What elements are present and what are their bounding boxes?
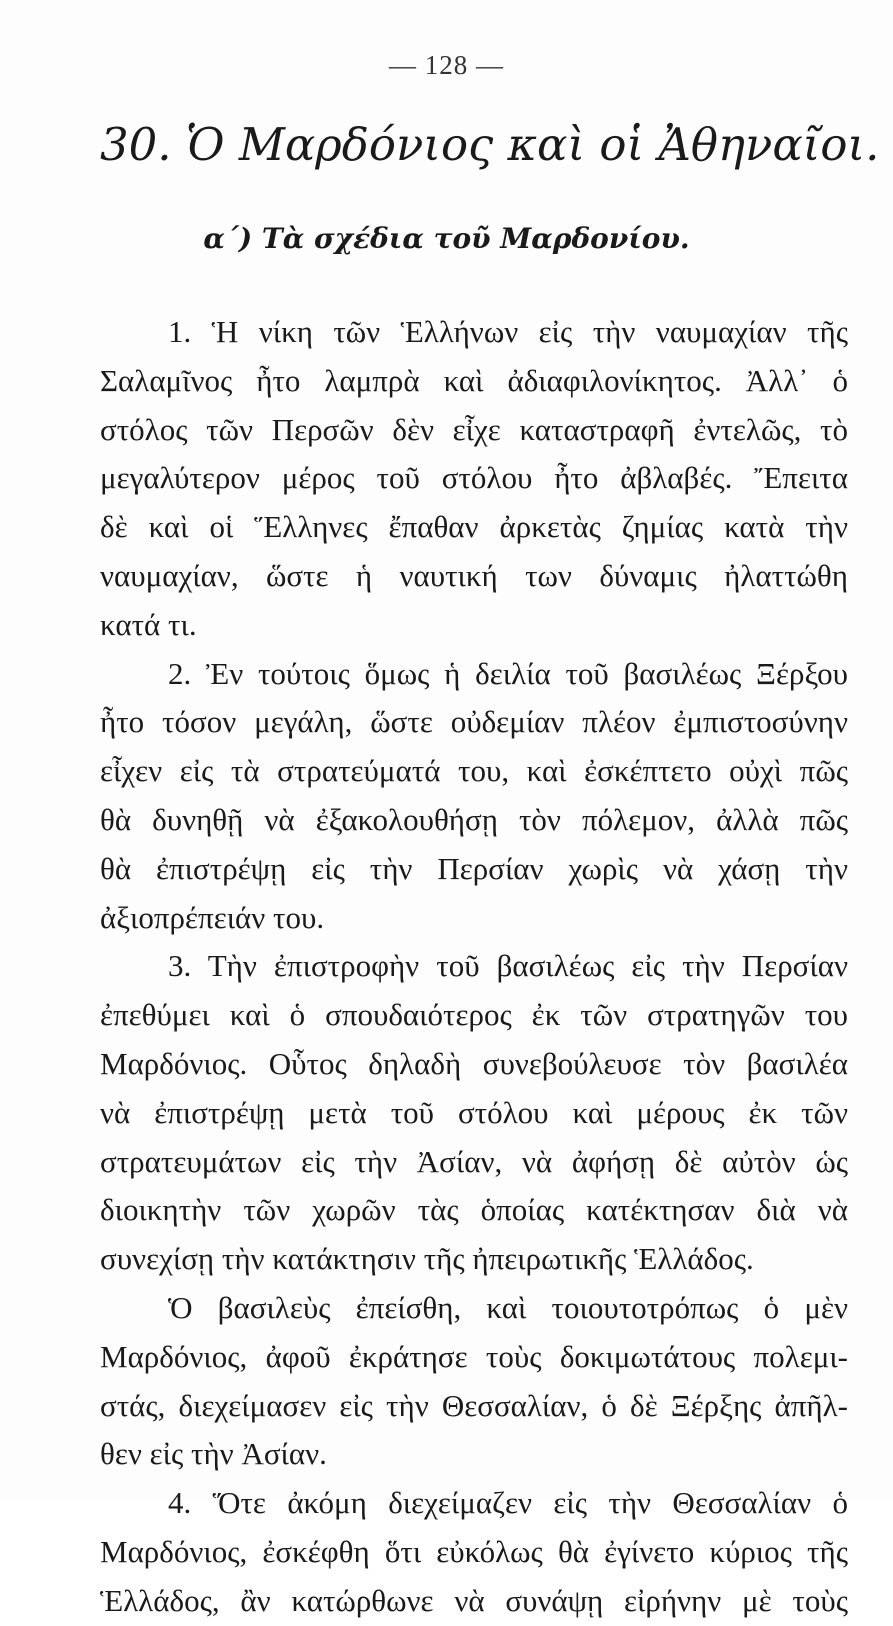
text-line: νὰ ἐπιστρέψῃ μετὰ τοῦ στόλου καὶ μέρους ἐκ τῶν xyxy=(100,1094,848,1130)
text-line: εἶχεν εἰς τὰ στρατεύματά του, καὶ ἐσκέπτετο οὐχὶ πῶς xyxy=(100,753,848,789)
text-line: στόλος τῶν Περσῶν δὲν εἶχε καταστραφῆ ἐντελῶς, τὸ xyxy=(100,411,848,447)
text-line: Ἑλλάδος, ἂν κατώρθωνε νὰ συνάψῃ εἰρήνην μὲ τοὺς xyxy=(100,1582,848,1618)
text-line: 4. Ὅτε ἀκόμη διεχείμαζεν εἰς τὴν Θεσσαλίαν ὁ xyxy=(168,1485,848,1521)
text-line: ἐπεθύμει καὶ ὁ σπουδαιότερος ἐκ τῶν στρατηγῶν του xyxy=(100,997,848,1033)
text-line: ἀξιοπρέπειάν του. xyxy=(100,899,325,935)
text-line: Μαρδόνιος, ἐσκέφθη ὅτι εὐκόλως θὰ ἐγίνετο κύριος τῆς xyxy=(100,1533,848,1569)
text-line: μεγαλύτερον μέρος τοῦ στόλου ἦτο ἀβλαβές. Ἔπειτα xyxy=(100,460,848,496)
text-line: 2. Ἐν τούτοις ὅμως ἡ δειλία τοῦ βασιλέως Ξέρξου xyxy=(168,655,848,691)
text-line: 1. Ἡ νίκη τῶν Ἑλλήνων εἰς τὴν ναυμαχίαν τῆς xyxy=(168,314,848,349)
text-line: κατά τι. xyxy=(100,606,197,642)
text-line: στρατευμάτων εἰς τὴν Ἀσίαν, νὰ ἀφήσῃ δὲ αὐτὸν ὡς xyxy=(100,1143,848,1179)
text-line: Μαρδόνιος, ἀφοῦ ἐκράτησε τοὺς δοκιμωτάτους πολεμι- xyxy=(100,1338,848,1374)
text-line: θὰ ἐπιστρέψῃ εἰς τὴν Περσίαν χωρὶς νὰ χάσῃ τὴν xyxy=(100,850,848,886)
text-line: στάς, διεχείμασεν εἰς τὴν Θεσσαλίαν, ὁ δὲ Ξέρξης ἀπῆλ- xyxy=(100,1387,848,1423)
text-line: Ὁ βασιλεὺς ἐπείσθη, καὶ τοιουτοτρόπως ὁ μὲν xyxy=(168,1289,848,1325)
section-title: α΄) Τὰ σχέδια τοῦ Μαρδονίου. xyxy=(203,222,690,255)
text-line: ναυμαχίαν, ὥστε ἡ ναυτική των δύναμις ἠλαττώθη xyxy=(100,557,848,593)
text-line: θὰ δυνηθῇ νὰ ἐξακολουθήσῃ τὸν πόλεμον, ἀλλὰ πῶς xyxy=(100,801,848,837)
body-text xyxy=(100,308,848,1626)
text-line: 3. Τὴν ἐπιστροφὴν τοῦ βασιλέως εἰς τὴν Περσίαν xyxy=(168,948,848,984)
chapter-title: 30. Ὁ Μαρδόνιος καὶ οἱ Ἀθηναῖοι. xyxy=(100,118,880,171)
text-line: διοικητὴν τῶν χωρῶν τὰς ὁποίας κατέκτησαν διὰ νὰ xyxy=(100,1192,848,1228)
page-number: — 128 — xyxy=(389,50,504,80)
text-line: Μαρδόνιος. Οὗτος δηλαδὴ συνεβούλευσε τὸν βασιλέα xyxy=(100,1045,848,1081)
text-line: θεν εἰς τὴν Ἀσίαν. xyxy=(100,1436,327,1472)
text-line: Σαλαμῖνος ἦτο λαμπρὰ καὶ ἀδιαφιλονίκητος. Ἀλλ᾽ ὁ xyxy=(100,362,848,398)
text-line: ἦτο τόσον μεγάλη, ὥστε οὐδεμίαν πλέον ἐμπιστοσύνην xyxy=(100,704,848,740)
text-line: δὲ καὶ οἱ Ἕλληνες ἔπαθαν ἀρκετὰς ζημίας κατὰ τὴν xyxy=(100,509,848,545)
text-line: συνεχίσῃ τὴν κατάκτησιν τῆς ἠπειρωτικῆς Ἑλλάδος. xyxy=(100,1241,754,1277)
